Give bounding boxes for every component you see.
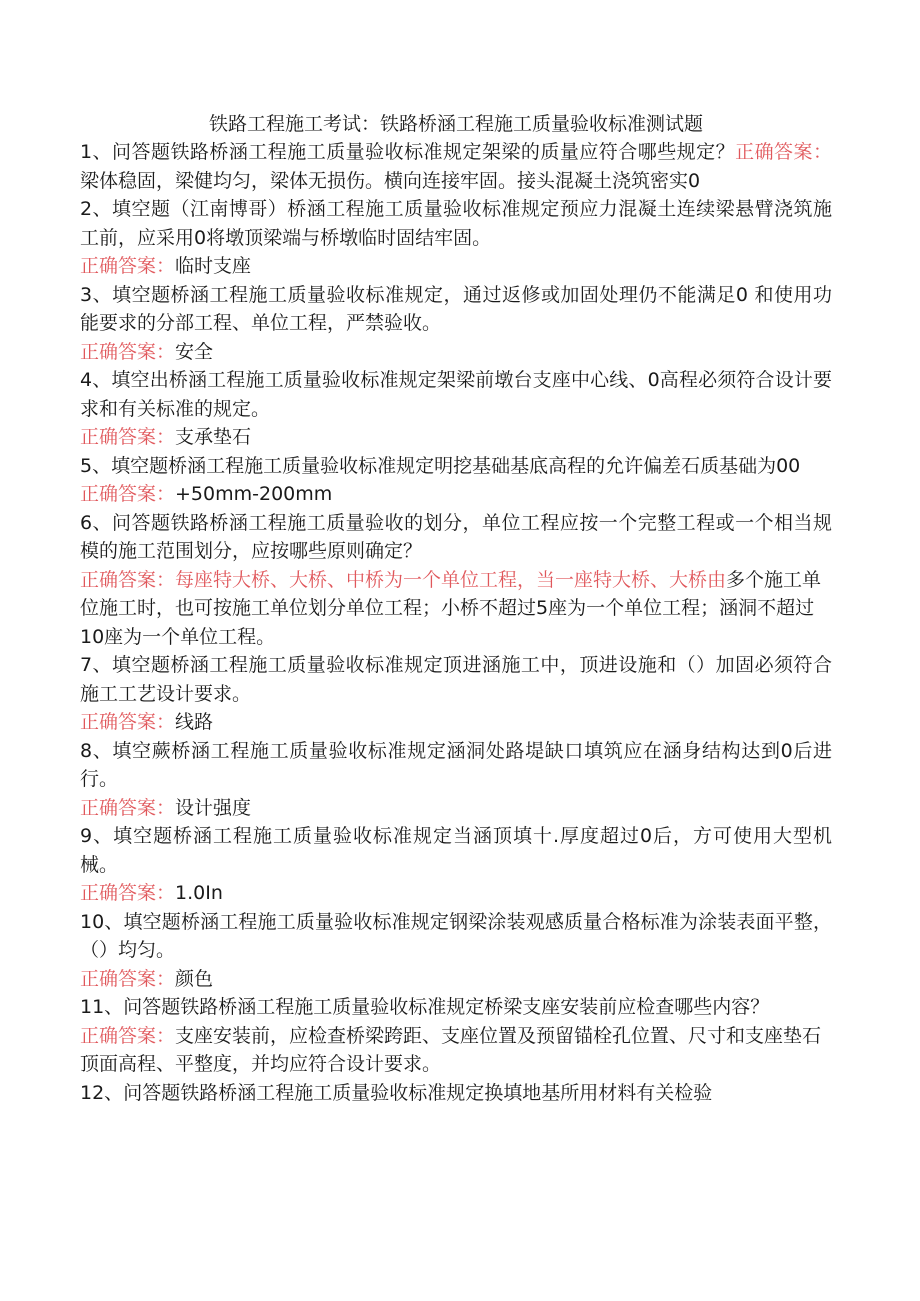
answer-2	[80, 252, 832, 281]
question-8	[80, 737, 832, 794]
answer-7	[80, 708, 832, 737]
answer-text: 安全	[175, 340, 214, 363]
answer-text-highlighted: 每座特大桥、大桥、中桥为一个单位工程，当一座特大桥、大桥由	[175, 568, 727, 591]
answer-label: 正确答案：	[80, 967, 176, 990]
document-page	[80, 110, 832, 1107]
answer-8	[80, 794, 832, 823]
answer-text: 梁体稳固，梁健均匀，梁体无损伤。横向连接牢固。接头混凝土浇筑密实0	[80, 169, 701, 192]
answer-text: 多个施工单位施工时，也可按施工单位划分单位工程；小桥不超过5座为一个单位工程；涵洞不超过10座为一个单位工程。	[80, 568, 822, 648]
question-text: 问答题铁路桥涵工程施工质量验收的划分，单位工程应按一个完整工程或一个相当规模的施工范围划分，应按哪些原则确定？	[80, 511, 832, 562]
answer-label: 正确答案：	[80, 340, 176, 363]
question-5	[80, 452, 832, 481]
question-text: 填空题桥涵工程施工质量验收标准规定钢梁涂装观感质量合格标准为涂装表面平整，（）均匀。	[80, 910, 832, 961]
answer-label: 正确答案：	[735, 141, 832, 163]
question-number: 1、	[80, 141, 113, 163]
question-6	[80, 509, 832, 566]
answer-label: 正确答案：	[80, 426, 176, 448]
question-text: 问答题铁路桥涵工程施工质量验收标准规定架梁的质量应符合哪些规定？	[112, 141, 736, 163]
question-number: 7、	[80, 654, 113, 676]
question-text: 填空题桥涵工程施工质量验收标准规定，通过返修或加固处理仍不能满足0 和使用功能要求的分部工程、单位工程，严禁验收。	[80, 283, 832, 334]
answer-6	[80, 566, 832, 652]
question-10	[80, 908, 832, 965]
answer-5	[80, 480, 832, 509]
question-1	[80, 138, 832, 195]
answer-text: +50mm-200mm	[175, 483, 333, 505]
answer-text: 支座安装前，应检查桥梁跨距、支座位置及预留锚栓孔位置、尺寸和支座垫石顶面高程、平整度，并均应符合设计要求。	[80, 1024, 822, 1075]
answer-label: 正确答案：	[80, 711, 176, 733]
answer-3	[80, 338, 832, 367]
question-number: 8、	[80, 739, 113, 762]
answer-text: 1.0In	[175, 882, 223, 904]
question-number: 6、	[80, 511, 113, 534]
answer-label: 正确答案：	[80, 796, 176, 819]
answer-label: 正确答案：	[80, 255, 176, 277]
answer-10	[80, 965, 832, 994]
document-title: 铁路工程施工考试：铁路桥涵工程施工质量验收标准测试题	[208, 113, 703, 135]
question-9	[80, 822, 832, 879]
answer-label: 正确答案：	[80, 882, 176, 904]
question-text: 填空出桥涵工程施工质量验收标准规定架梁前墩台支座中心线、0高程必须符合设计要求和有关标准的规定。	[80, 369, 832, 420]
question-text: 填空题桥涵工程施工质量验收标准规定当涵顶填十.厚度超过0后，方可使用大型机械。	[80, 825, 832, 876]
question-7	[80, 651, 832, 708]
question-text: 填空蕨桥涵工程施工质量验收标准规定涵洞处路堤缺口填筑应在涵身结构达到0后进行。	[80, 739, 833, 790]
question-11	[80, 993, 832, 1022]
question-text: 问答题铁路桥涵工程施工质量验收标准规定换填地基所用材料有关检验	[123, 1081, 713, 1104]
answer-label: 正确答案：	[80, 483, 176, 505]
question-text: 问答题铁路桥涵工程施工质量验收标准规定桥梁支座安装前应检查哪些内容？	[123, 996, 770, 1018]
question-text: 填空题（江南博哥）桥涵工程施工质量验收标准规定预应力混凝土连续梁悬臂浇筑施工前，应采用0将墩顶梁端与桥墩临时固结牢固。	[80, 198, 832, 249]
answer-text: 临时支座	[175, 255, 252, 277]
answer-label: 正确答案：	[80, 568, 176, 591]
question-number: 5、	[80, 454, 112, 477]
answer-9	[80, 879, 832, 908]
question-number: 3、	[80, 283, 113, 306]
answer-text: 线路	[175, 711, 214, 733]
question-number: 4、	[80, 369, 112, 391]
question-text: 填空题桥涵工程施工质量验收标准规定明挖基础基底高程的允许偏差石质基础为00	[111, 454, 801, 477]
question-4	[80, 366, 832, 423]
question-number: 11、	[80, 996, 124, 1018]
question-number: 2、	[80, 198, 113, 220]
answer-text: 颜色	[175, 967, 214, 990]
answer-4	[80, 423, 832, 452]
question-3	[80, 281, 832, 338]
question-text: 填空题桥涵工程施工质量验收标准规定顶进涵施工中，顶进设施和（）加固必须符合施工工艺设计要求。	[80, 654, 832, 705]
question-number: 9、	[80, 825, 114, 847]
question-number: 10、	[80, 910, 124, 933]
answer-text: 支承垫石	[175, 426, 252, 448]
question-number: 12、	[80, 1081, 124, 1104]
answer-label: 正确答案：	[80, 1024, 176, 1047]
question-2	[80, 195, 832, 252]
answer-text: 设计强度	[175, 796, 252, 819]
question-12	[80, 1079, 832, 1108]
answer-11	[80, 1022, 832, 1079]
